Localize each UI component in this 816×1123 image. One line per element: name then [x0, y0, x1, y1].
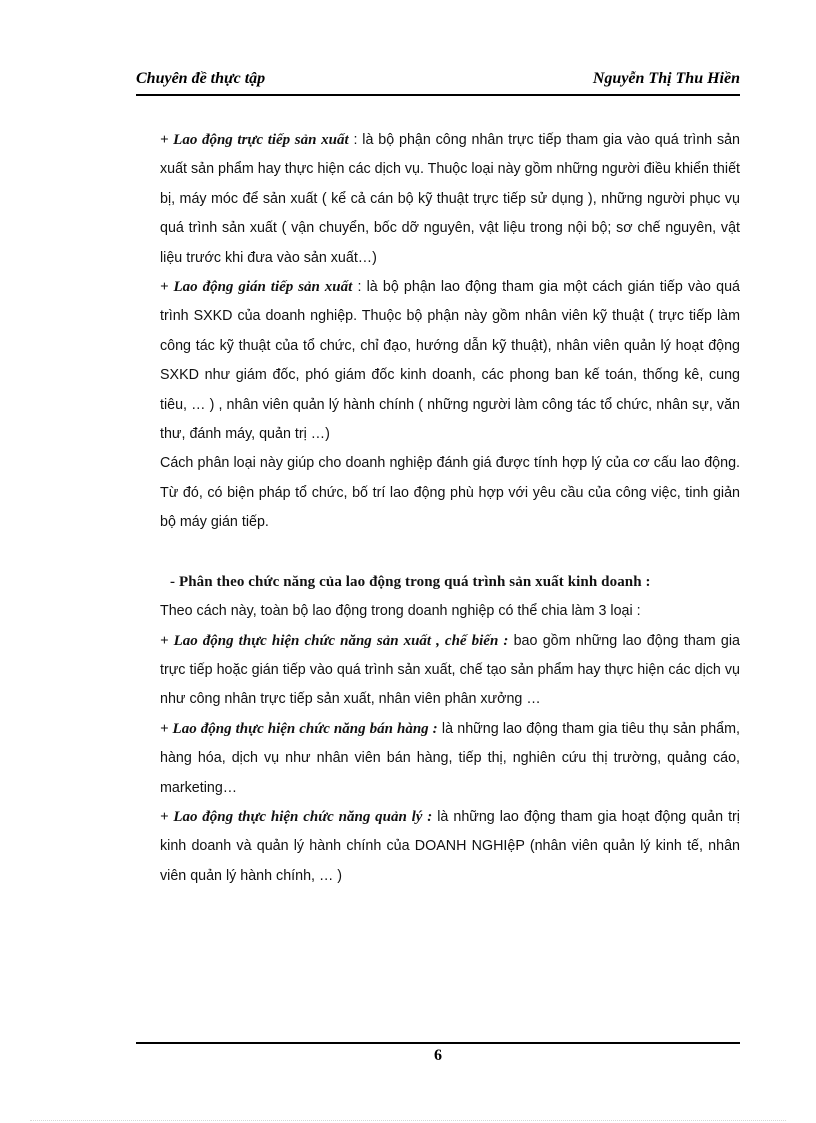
paragraph-lead: + Lao động trực tiếp sản xuất	[160, 132, 349, 148]
page-footer	[136, 1042, 740, 1065]
paragraph-lead: + Lao động gián tiếp sản xuất	[160, 279, 353, 296]
list-item-lead: + Lao động thực hiện chức năng sản xuất , chế biến :	[160, 632, 509, 649]
section-intro: Theo cách này, toàn bộ lao động trong doanh nghiệp có thể chia làm 3 loại :	[160, 603, 641, 620]
paragraph-text: Cách phân loại này giúp cho doanh nghiệp đánh giá được tính hợp lý của cơ cấu lao động. Từ đó, có biện pháp tổ chức, bố trí lao động phù hợp với yêu cầu của công việc, tinh giản bộ máy gián tiếp.	[160, 455, 740, 531]
document-body	[160, 126, 740, 891]
list-item-management	[160, 803, 740, 891]
list-item-lead: + Lao động thực hiện chức năng quản lý :	[160, 808, 433, 825]
list-item-text: là những lao động tham gia tiêu thụ sản phẩm, hàng hóa, dịch vụ như nhân viên bán hàng, tiếp thị, nghiên cứu thị trường, quảng cáo, marketing…	[160, 720, 740, 796]
paragraph-text: : là bộ phận công nhân trực tiếp tham gia vào quá trình sản xuất sản phẩm hay thực hiện các dịch vụ. Thuộc loại này gồm những người điều khiển thiết bị, máy móc để sản xuất ( kể cả cán bộ kỹ thuật trực tiếp sử dụng ), những người phục vụ quá trình sản xuất ( vận chuyển, bốc dỡ nguyên, vật liệu trong nội bộ; sơ chế nguyên, vật liệu trước khi đưa vào sản xuất…)	[160, 132, 740, 266]
header-author: Nguyễn Thị Thu Hiền	[592, 70, 740, 87]
section-gap	[160, 538, 740, 568]
paragraph-text: : là bộ phận lao động tham gia một cách gián tiếp vào quá trình SXKD của doanh nghiệp. Thuộc bộ phận này gồm nhân viên kỹ thuật ( trực tiếp làm công tác kỹ thuật của tổ chức, chỉ đạo, hướng dẫn kỹ thuật), nhân viên quản lý hoạt động SXKD như giám đốc, phó giám đốc kinh doanh, các phong ban kế toán, thống kê, cung tiêu, … ) , nhân viên quản lý hành chính ( những người làm công tác tổ chức, nhân sự, văn thư, đánh máy, quản trị …)	[160, 279, 741, 443]
list-item-sales	[160, 715, 740, 803]
paragraph-indirect-labor	[160, 273, 740, 449]
header-title: Chuyên đề thực tập	[136, 70, 266, 87]
list-item-lead: + Lao động thực hiện chức năng bán hàng :	[160, 720, 438, 737]
paragraph-summary	[160, 449, 740, 537]
page-edge-divider	[30, 1120, 786, 1121]
paragraph-direct-labor	[160, 126, 740, 273]
list-item-production	[160, 627, 740, 715]
page-number: 6	[434, 1047, 442, 1064]
list-item-text: bao gồm những lao động tham gia trực tiếp hoặc gián tiếp vào quá trình sản xuất, chế tạo sản phẩm hay thực hiện các dịch vụ như công nhân trực tiếp sản xuất, nhân viên phân xưởng …	[160, 632, 740, 708]
page-header	[136, 66, 740, 96]
list-item-text: là những lao động tham gia hoạt động quản trị kinh doanh và quản lý hành chính của DOANH NGHIệP (nhân viên quản lý kinh tế, nhân viên quản lý hành chính, … )	[160, 808, 740, 884]
section-heading: - Phân theo chức năng của lao động trong quá trình sản xuất kinh doanh :	[170, 573, 651, 590]
